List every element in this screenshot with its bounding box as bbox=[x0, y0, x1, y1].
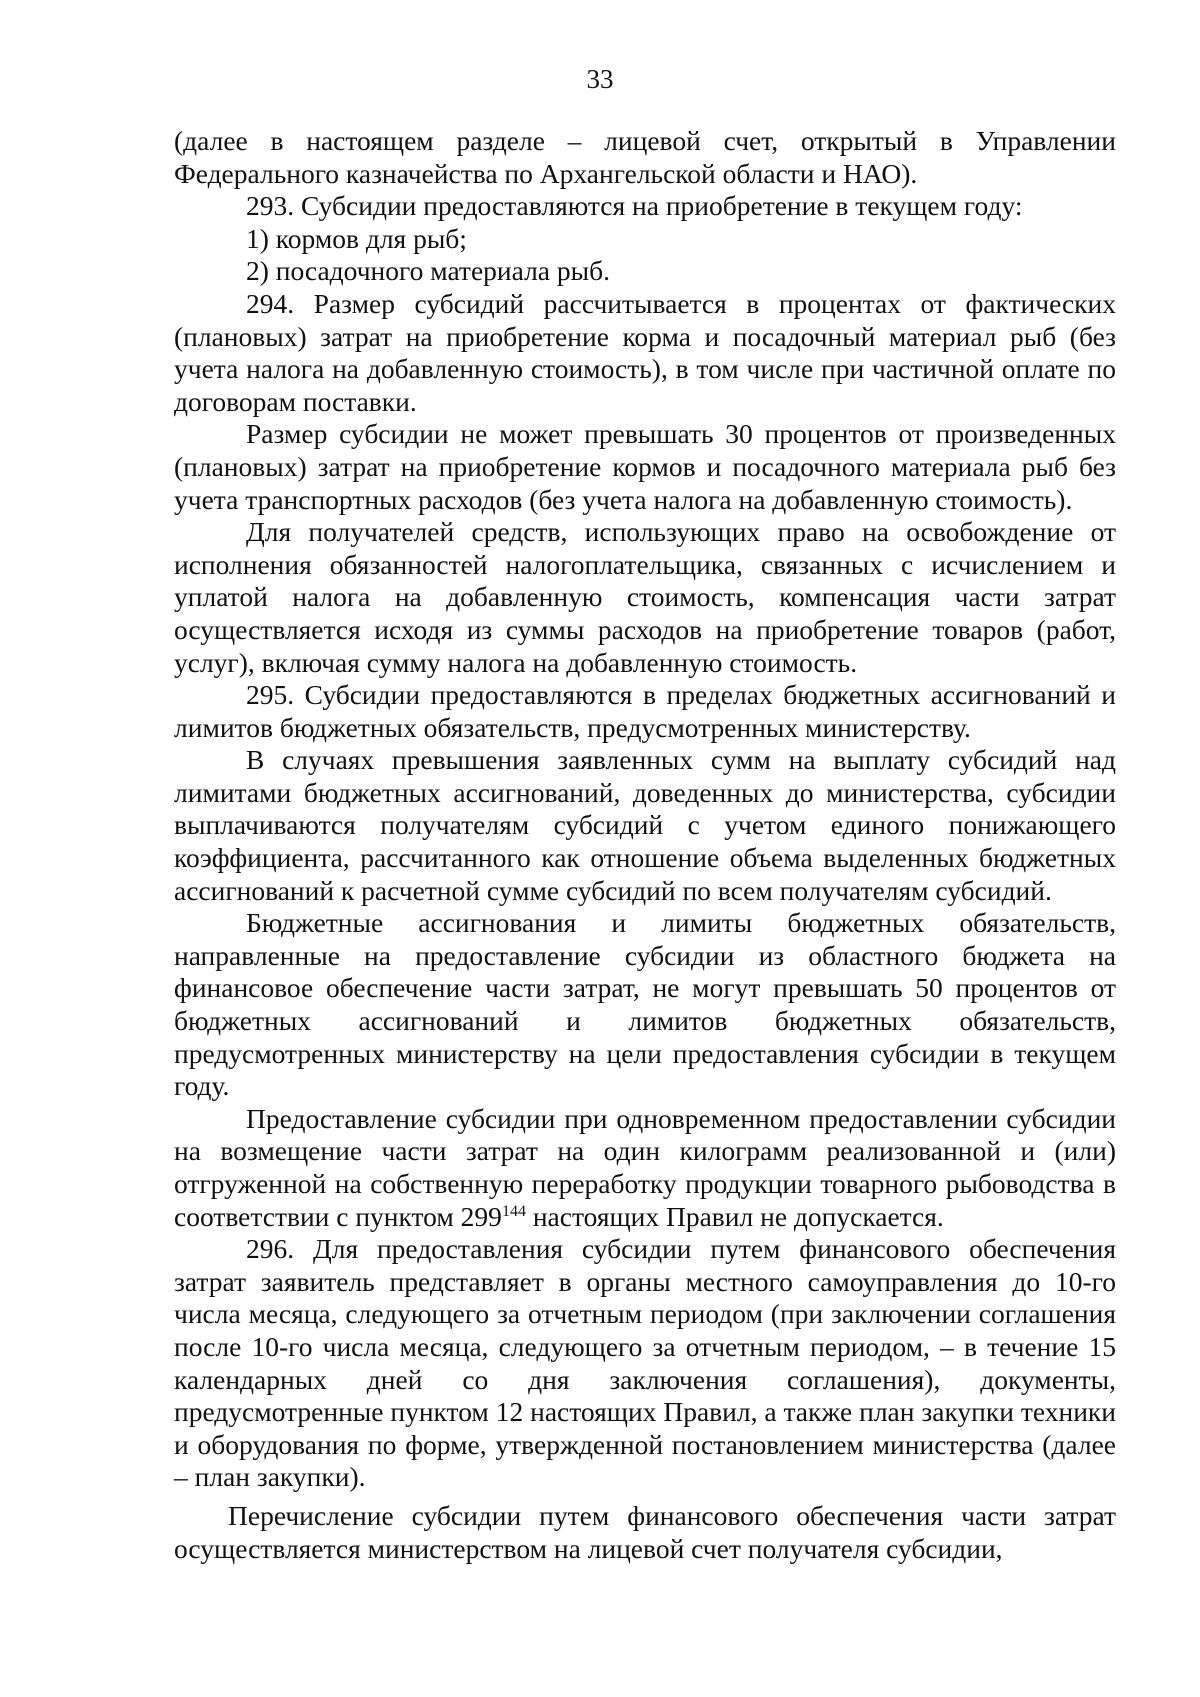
paragraph-simultaneous-subsidy-text: Предоставление субсидии при одновременном предоставлении субсидии на возмещение части затрат на один килограмм реализованной и (или) отгруженной на собственную переработку продукции товарного рыбоводства в соответствии с пунктом 299 bbox=[174, 1102, 1116, 1232]
paragraph-transfer: Перечисление субсидии путем финансового обеспечения части затрат осуществляется министерством на лицевой счет получателя субсидии, bbox=[174, 1499, 1116, 1564]
paragraph-budget-allocations: Бюджетные ассигнования и лимиты бюджетных обязательств, направленные на предоставление субсидии из областного бюджета на финансовое обеспечение части затрат, не могут превышать 50 процентов от бюджетных ассигнований и лимитов бюджетных обязательств, предусмотренных министерству на цели предоставления субсидии в текущем году. bbox=[174, 907, 1116, 1102]
paragraph-295: 295. Субсидии предоставляются в пределах бюджетных ассигнований и лимитов бюджетных обязательств, предусмотренных министерству. bbox=[174, 679, 1116, 743]
paragraph-294: 294. Размер субсидий рассчитывается в процентах от фактических (плановых) затрат на приобретение корма и посадочный материал рыб (без учета налога на добавленную стоимость), в том числе при частичной оплате по договорам поставки. bbox=[174, 287, 1116, 417]
list-item-stock: 2) посадочного материала рыб. bbox=[246, 255, 610, 287]
paragraph-continuation: (далее в настоящем разделе – лицевой счет, открытый в Управлении Федерального казначейства по Архангельской области и НАО). bbox=[174, 125, 1116, 189]
paragraph-296: 296. Для предоставления субсидии путем финансового обеспечения затрат заявитель представляет в органы местного самоуправления до 10-го числа месяца, следующего за отчетным периодом (при заключении соглашения после 10-го числа месяца, следующего за отчетным периодом, – в течение 15 календарных дней со дня заключения соглашения), документы, предусмотренные пунктом 12 настоящих Правил, а также план закупки техники и оборудования по форме, утвержденной постановлением министерства (далее – план закупки). bbox=[174, 1233, 1116, 1493]
document-body bbox=[174, 125, 1116, 1565]
paragraph-293: 293. Субсидии предоставляются на приобретение в текущем году: bbox=[246, 190, 1023, 222]
list-item-feed: 1) кормов для рыб; bbox=[246, 222, 467, 254]
paragraph-simultaneous-subsidy-tail: настоящих Правил не допускается. bbox=[525, 1200, 944, 1232]
paragraph-reduction-coefficient: В случаях превышения заявленных сумм на выплату субсидий над лимитами бюджетных ассигнований, доведенных до министерства, субсидии выплачиваются получателям субсидий с учетом единого понижающего коэффициента, рассчитанного как отношение объема выделенных бюджетных ассигнований к расчетной сумме субсидий по всем получателям субсидий. bbox=[174, 744, 1116, 906]
paragraph-subsidy-limit: Размер субсидии не может превышать 30 процентов от произведенных (плановых) затрат на приобретение кормов и посадочного материала рыб без учета транспортных расходов (без учета налога на добавленную стоимость). bbox=[174, 418, 1116, 515]
paragraph-simultaneous-subsidy bbox=[174, 1103, 1116, 1233]
page-number: 33 bbox=[586, 64, 614, 94]
reference-superscript: 144 bbox=[501, 1202, 526, 1220]
paragraph-vat-exempt: Для получателей средств, использующих право на освобождение от исполнения обязанностей налогоплательщика, связанных с исчислением и уплатой налога на добавленную стоимость, компенсация части затрат осуществляется исходя из суммы расходов на приобретение товаров (работ, услуг), включая сумму налога на добавленную стоимость. bbox=[174, 516, 1116, 678]
